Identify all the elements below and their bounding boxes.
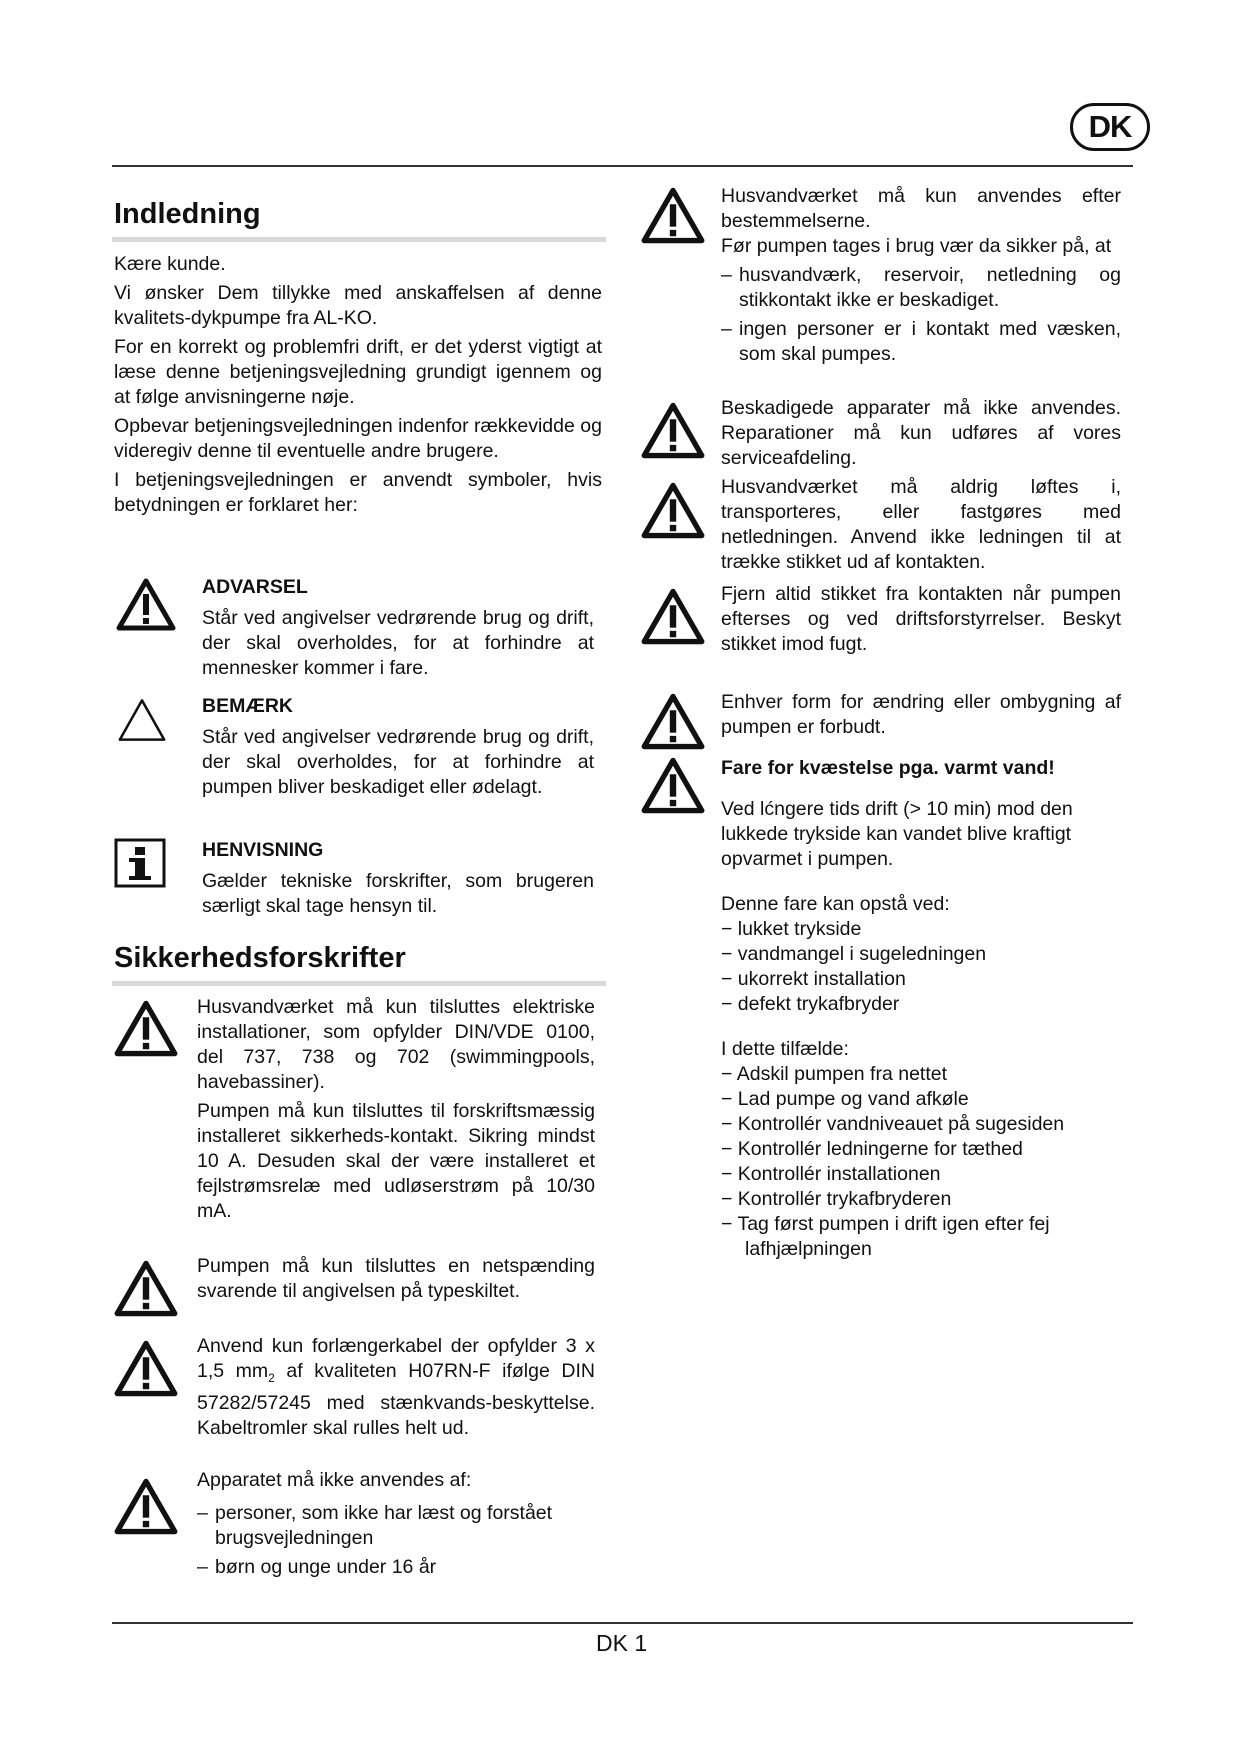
caution-icon [116,697,168,743]
list-item: – husvandværk, reservoir, netledning og stikkontakt ikke er beskadiget. [721,264,1121,311]
safety-paragraph: Pumpen må kun tilsluttes til forskriftsmæssig installeret sikkerheds-kontakt. Sikring mindst 10 A. Desuden skal der være installeret et fejlstrømsrelæ med udløserstrøm på 10/30 mA. [197,1100,595,1222]
intro-paragraph: For en korrekt og problemfri drift, er det yderst vigtigt at læse denne betjeningsvejledning grundigt igennem og at følge anvisningerne nøje. [114,336,602,408]
warning-icon [641,588,705,646]
symbol-caution [202,694,594,800]
header-rule [112,165,1133,167]
warning-icon [116,578,176,632]
warning-icon [641,482,705,540]
right-paragraph: Før pumpen tages i brug vær da sikker på, at [721,235,1112,257]
symbol-info [202,838,594,919]
intro-paragraph: Kære kunde. [114,253,226,275]
right-paragraph: Enhver form for ændring eller ombygning af pumpen er forbudt. [721,691,1121,738]
list-item: − Kontrollér ledningerne for tæthed [721,1138,1023,1160]
hot-water-text: Ved lćngere tids drift (> 10 min) mod den lukkede trykside kan vandet blive kraftigt opvarmet i pumpen. [721,798,1073,870]
right-block-hot-water [721,756,1121,1262]
cable-text-start: Anvend kun forlængerkabel der opfylder 3 x 1,5 mm [197,1335,595,1382]
warning-icon [114,1340,178,1398]
list-item-continuation: lafhjælpningen [745,1238,872,1260]
list-item: − Lad pumpe og vand afkøle [721,1088,969,1110]
footer-rule [112,1622,1133,1624]
safety-block-electrical [197,995,595,1228]
warning-icon [114,1260,178,1318]
warning-icon [641,187,705,245]
page-number: DK 1 [596,1630,648,1656]
list-item: − defekt trykafbryder [721,993,900,1015]
safety-block-cable [197,1334,595,1445]
intro-paragraph: Vi ønsker Dem tillykke med anskaffelsen af denne kvalitets-dykpumpe fra AL-KO. [114,282,602,329]
right-paragraph: Beskadigede apparater må ikke anvendes. Reparationer må kun udføres af vores serviceafdeling. [721,397,1121,469]
warning-icon [641,402,705,460]
safety-title: Sikkerhedsforskrifter [114,942,406,974]
warning-icon [641,757,705,815]
list-item: − Kontrollér trykafbryderen [721,1188,952,1210]
safety-block-users [197,1468,595,1584]
warning-icon [114,1478,178,1536]
danger-intro: Denne fare kan opstå ved: [721,893,950,915]
right-block-usage [721,184,1121,371]
intro-title-bar [112,237,606,242]
list-item: − Kontrollér vandniveauet på sugesiden [721,1113,1065,1135]
symbol-title: BEMÆRK [202,695,293,717]
symbol-warning [202,575,594,681]
right-block-damaged [721,396,1121,475]
intro-paragraph: I betjeningsvejledningen er anvendt symboler, hvis betydningen er forklaret her: [114,469,602,516]
intro-paragraph: Opbevar betjeningsvejledningen indenfor rækkevidde og videregiv denne til eventuelle andre brugere. [114,415,602,462]
warning-icon [114,1000,178,1058]
list-item: – ingen personer er i kontakt med væsken, som skal pumpes. [721,318,1121,365]
right-paragraph: Fjern altid stikket fra kontakten når pumpen efterses og ved driftsforstyrrelser. Beskyt stikket imod fugt. [721,583,1121,655]
country-badge: DK [1070,103,1150,151]
list-item: − Kontrollér installationen [721,1163,941,1185]
safety-block-voltage [197,1254,595,1308]
cable-text-sub: 2 [268,1370,275,1385]
intro-title: Indledning [114,198,261,230]
symbol-title: ADVARSEL [202,576,308,598]
right-paragraph: Husvandværket må aldrig løftes i, transporteres, eller fastgøres med netledningen. Anvend ikke ledningen til at trække stikket ud af kontakten. [721,476,1121,573]
symbol-text: Gælder tekniske forskrifter, som brugeren særligt skal tage hensyn til. [202,870,594,917]
safety-paragraph: Apparatet må ikke anvendes af: [197,1469,472,1491]
list-item: − Tag først pumpen i drift igen efter fej [721,1213,1050,1235]
right-block-unplug [721,582,1121,661]
symbol-text: Står ved angivelser vedrørende brug og drift, der skal overholdes, for at forhindre at mennesker kommer i fare. [202,607,594,679]
safety-paragraph [197,1334,595,1441]
list-item: − vandmangel i sugeledningen [721,943,987,965]
list-item: – børn og unge under 16 år [197,1556,437,1578]
symbol-title: HENVISNING [202,839,324,861]
safety-paragraph: Husvandværket må kun tilsluttes elektriske installationer, som opfylder DIN/VDE 0100, del 737, 738 og 702 (swimmingpools, havebassiner). [197,996,595,1093]
case-intro: I dette tilfælde: [721,1038,849,1060]
cable-text-end: af kvaliteten H07RN-F ifølge DIN 57282/57245 med stænkvands-beskyttelse. Kabeltromler skal rulles helt ud. [197,1360,595,1439]
right-block-cable-handling [721,475,1121,579]
list-item: − Adskil pumpen fra nettet [721,1063,948,1085]
list-item: − lukket trykside [721,918,862,940]
info-icon [114,838,166,888]
right-paragraph: Husvandværket må kun anvendes efter bestemmelserne. [721,185,1121,232]
warning-icon [641,693,705,751]
right-block-modification [721,690,1121,744]
hot-water-title: Fare for kvæstelse pga. varmt vand! [721,757,1055,779]
symbol-text: Står ved angivelser vedrørende brug og drift, der skal overholdes, for at forhindre at pumpen bliver beskadiget eller ødelagt. [202,726,594,798]
safety-paragraph: Pumpen må kun tilsluttes en netspænding svarende til angivelsen på typeskiltet. [197,1255,595,1302]
safety-title-bar [112,981,606,986]
list-item: – personer, som ikke har læst og forstået brugsvejledningen [197,1502,553,1549]
list-item: − ukorrekt installation [721,968,906,990]
intro-text [114,252,602,522]
